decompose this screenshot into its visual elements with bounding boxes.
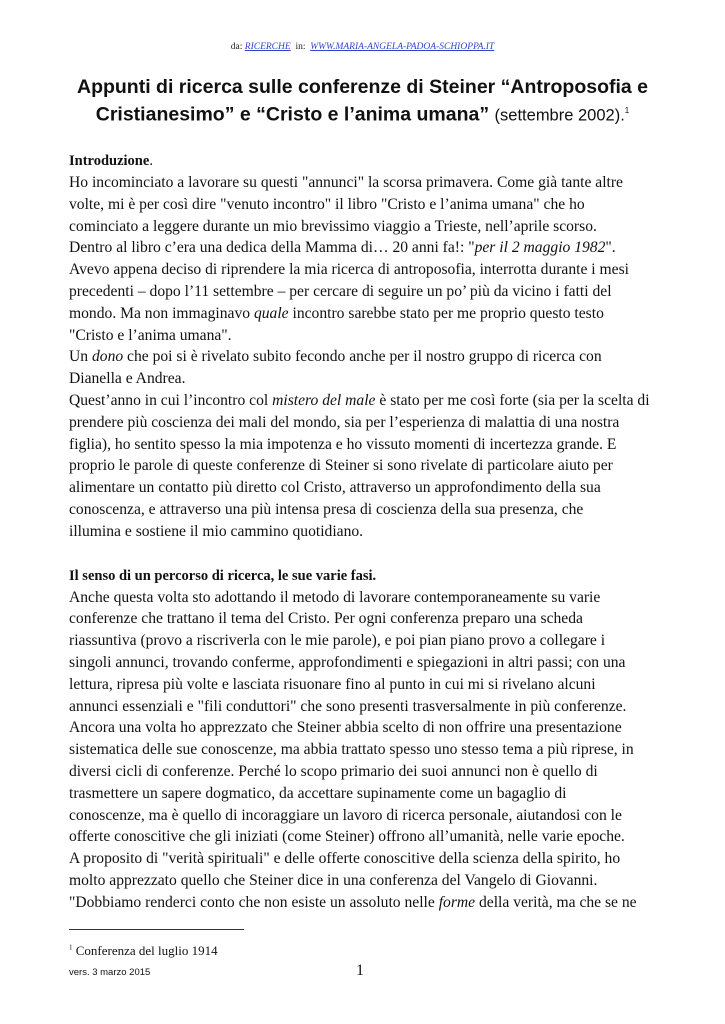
text-segment: A proposito di "verità spirituali" e delle offerte conoscitive della scienza della spirito, ho (69, 850, 621, 868)
text-segment: figlia), ho sentito spesso la mia impotenza e ho vissuto momenti di incertezza grande. E (69, 435, 617, 453)
text-segment: trasmettere un sapere dogmatico, da accettare supinamente come un bagaglio di (69, 784, 567, 802)
text-segment: precedenti – dopo l’11 settembre – per cercare di seguire un po’ più da vicino i fatti del (69, 282, 612, 300)
text-line (69, 303, 669, 325)
title-date: (settembre 2002). (494, 106, 625, 125)
text-segment: cominciato a leggere durante un mio brevissimo viaggio a Trieste, nell’aprile scorso. (69, 217, 597, 235)
text-segment: illumina e sostiene il mio cammino quotidiano. (69, 522, 364, 540)
footnote-ref[interactable]: 1 (624, 106, 630, 115)
text-line (69, 434, 669, 456)
text-line (69, 717, 669, 739)
spacer (69, 543, 669, 565)
text-line (69, 848, 669, 870)
text-line (69, 368, 669, 390)
text-segment: riassuntiva (provo a riscriverla con le mie parole), e poi pian piano provo a collegare i (69, 632, 606, 650)
text-segment: Avevo appena deciso di riprendere la mia ricerca di antroposofia, interrotta durante i mesi (69, 261, 629, 279)
section-heading (69, 150, 669, 172)
version-label: vers. 3 marzo 2015 (69, 967, 151, 978)
text-line (69, 870, 669, 892)
text-segment: "Cristo e l’anima umana". (69, 326, 232, 344)
text-segment: Dentro al libro c’era una dedica della Mamma di… 20 anni fa!: " (69, 239, 475, 257)
text-segment: Ho incominciato a lavorare su questi "annunci" la scorsa primavera. Come già tante altre (69, 174, 623, 191)
text-line (69, 499, 669, 521)
text-line (69, 696, 669, 718)
title-line-2: Cristianesimo” e “Cristo e l’anima umana” (95, 103, 490, 126)
text-line (69, 739, 669, 761)
page-number: 1 (356, 962, 364, 979)
italic-text: mistero del male (272, 391, 376, 409)
text-line (69, 521, 669, 543)
footnote-mark: 1 (69, 943, 73, 952)
link-ricerche[interactable]: RICERCHE (244, 42, 291, 52)
text-line (69, 390, 669, 412)
text-line (69, 259, 669, 281)
section-heading-text: Il senso di un percorso di ricerca, le sue varie fasi. (69, 567, 377, 584)
text-line (69, 826, 669, 848)
document-body (69, 150, 669, 914)
text-segment: conoscenza, e attraverso una più intensa presa di coscienza della sua presenza, che (69, 500, 584, 518)
text-segment: prendere più coscienza dei mali del mondo, sia per l’esperienza di malattia di una nostra (69, 413, 620, 431)
text-segment: alimentare un contatto più diretto col Cristo, attraverso un approfondimento della sua (69, 479, 601, 497)
text-line (69, 412, 669, 434)
text-segment: molto apprezzato quello che Steiner dice in una conferenza del Vangelo di Giovanni. (69, 871, 598, 889)
text-segment: sistematica delle sue conoscenze, ma abbia trattato spesso uno stesso tema a più riprese, in (69, 741, 634, 759)
text-line (69, 477, 669, 499)
source-mid: in: (295, 42, 306, 52)
italic-text: dono (91, 348, 124, 366)
text-segment: della verità, ma che se ne (475, 893, 637, 911)
text-line (69, 630, 669, 652)
text-segment: "Dobbiamo renderci conto che non esiste un assoluto nelle (69, 893, 439, 911)
text-line (69, 325, 669, 347)
text-segment: mondo. Ma non immaginavo (69, 304, 254, 322)
text-line (69, 761, 669, 783)
source-header (0, 42, 725, 52)
text-segment: ". (605, 239, 616, 257)
text-segment: offerte conoscitive che gli iniziati (come Steiner) offrono all’umanità, nelle varie epoche. (69, 828, 625, 846)
text-line (69, 783, 669, 805)
text-line (69, 674, 669, 696)
section-heading-text: Introduzione (69, 153, 150, 169)
section-heading-suffix: . (149, 153, 153, 169)
text-line (69, 608, 669, 630)
text-line (69, 892, 669, 914)
text-line (69, 346, 669, 368)
text-segment: volte, mi è per così dire "venuto incontro" il libro "Cristo e l’anima umana" che ho (69, 195, 585, 213)
text-segment: Un (69, 348, 92, 366)
italic-text: per il 2 maggio 1982 (474, 239, 606, 257)
text-line (69, 652, 669, 674)
text-segment: Dianella e Andrea. (69, 370, 186, 388)
link-website[interactable]: WWW.MARIA-ANGELA-PADOA-SCHIOPPA.IT (310, 42, 495, 52)
italic-text: quale (253, 304, 289, 322)
source-prefix: da: (230, 42, 243, 52)
text-line (69, 172, 669, 194)
text-line (69, 281, 669, 303)
text-segment: singoli annunci, trovando conferme, approfondimenti e spiegazioni in altri passi; con una (69, 653, 626, 671)
section-heading (69, 565, 669, 587)
text-segment: diversi cicli di conferenze. Perché lo scopo primario dei suoi annunci non è quello di (69, 762, 598, 780)
text-segment: Ancora una volta ho apprezzato che Steiner abbia scelto di non offrire una presentazione (69, 719, 622, 737)
text-line (69, 587, 669, 609)
text-segment: proprio le parole di queste conferenze di Steiner si sono rivelate di particolare aiuto per (69, 457, 613, 475)
title-line-1: Appunti di ricerca sulle conferenze di Steiner “Antroposofia e (76, 76, 649, 98)
text-segment: annunci essenziali e "fili conduttori" che sono presenti trasversalmente in più conferenze. (69, 697, 627, 715)
footnote (69, 943, 218, 959)
text-line (69, 237, 669, 259)
text-line (69, 805, 669, 827)
italic-text: forme (438, 893, 476, 911)
text-segment: Anche questa volta sto adottando il metodo di lavorare contemporaneamente su varie (69, 588, 601, 606)
text-segment: conoscenze, ma è quello di incoraggiare un lavoro di ricerca personale, aiutandosi con le (69, 806, 622, 824)
footnote-text: Conferenza del luglio 1914 (75, 943, 218, 958)
text-line (69, 455, 669, 477)
text-line (69, 194, 669, 216)
text-segment: che poi si è rivelato subito fecondo anche per il nostro gruppo di ricerca con (123, 348, 602, 366)
footnote-divider (69, 929, 244, 930)
text-segment: conferenze che trattano il tema del Cristo. Per ogni conferenza preparo una scheda (69, 610, 583, 628)
text-line (69, 216, 669, 238)
document-title (40, 76, 685, 128)
text-segment: Quest’anno in cui l’incontro col (69, 391, 273, 409)
text-segment: incontro sarebbe stato per me proprio questo testo (288, 304, 604, 322)
text-segment: è stato per me così forte (sia per la scelta di (375, 391, 650, 409)
text-segment: lettura, ripresa più volte e lasciata risuonare fino al punto in cui mi si rivelano alcuni (69, 675, 596, 693)
